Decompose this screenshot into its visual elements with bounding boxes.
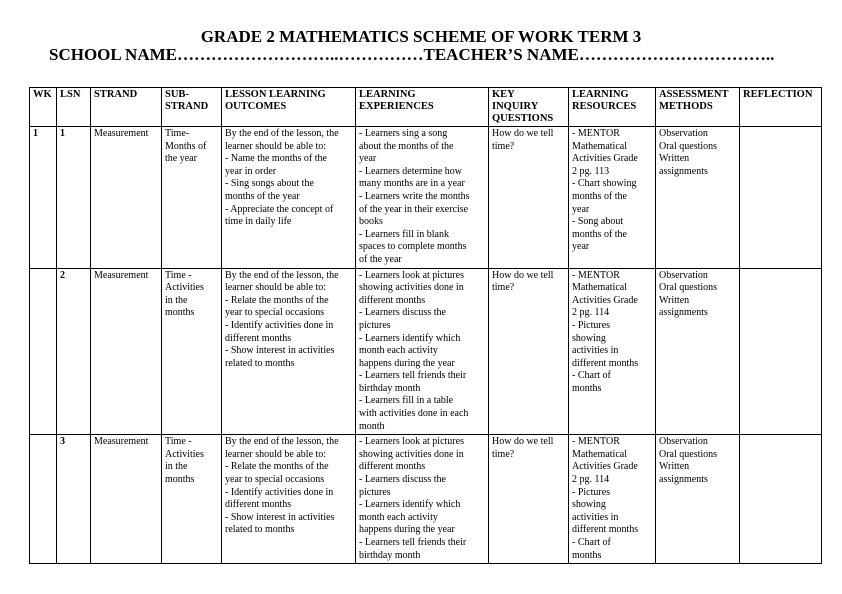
week-cell: 1	[30, 127, 57, 269]
lesson-cell: 2	[57, 268, 91, 435]
strand-cell: Measurement	[91, 435, 162, 564]
sub-strand-cell: Time - Activities in the months	[162, 435, 222, 564]
strand-cell: Measurement	[91, 127, 162, 269]
assessment-cell: Observation Oral questions Written assignments	[656, 127, 740, 269]
resources-cell: - MENTOR Mathematical Activities Grade 2 pg. 114 - Pictures showing activities in different months - Chart of months	[569, 435, 656, 564]
reflection-cell	[740, 435, 822, 564]
table-row	[30, 435, 822, 564]
assessment-cell: Observation Oral questions Written assignments	[656, 435, 740, 564]
assessment-cell: Observation Oral questions Written assignments	[656, 268, 740, 435]
sub-strand-cell: Time - Activities in the months	[162, 268, 222, 435]
experiences-cell: - Learners sing a song about the months of the year - Learners determine how many months are in a year - Learners write the months of the year in their exercise books - Learners fill in blank spaces to complete months of the year	[356, 127, 489, 269]
header-wk: WK	[30, 88, 57, 127]
inquiry-cell: How do we tell time?	[489, 127, 569, 269]
inquiry-cell: How do we tell time?	[489, 435, 569, 564]
header-experiences: LEARNING EXPERIENCES	[356, 88, 489, 127]
header-inquiry: KEY INQUIRY QUESTIONS	[489, 88, 569, 127]
header-reflection: REFLECTION	[740, 88, 822, 127]
resources-cell: - MENTOR Mathematical Activities Grade 2 pg. 113 - Chart showing months of the year - Song about months of the year	[569, 127, 656, 269]
header-strand: STRAND	[91, 88, 162, 127]
inquiry-cell: How do we tell time?	[489, 268, 569, 435]
document-title: GRADE 2 MATHEMATICS SCHEME OF WORK TERM 3	[200, 27, 642, 46]
lesson-cell: 3	[57, 435, 91, 564]
header-assessment: ASSESSMENT METHODS	[656, 88, 740, 127]
lesson-cell: 1	[57, 127, 91, 269]
week-cell	[30, 435, 57, 564]
header-outcomes: LESSON LEARNING OUTCOMES	[222, 88, 356, 127]
scheme-of-work-table	[29, 87, 822, 564]
strand-cell: Measurement	[91, 268, 162, 435]
school-teacher-line: SCHOOL NAME………………………..……………TEACHER’S NAME……………………………..	[49, 45, 775, 64]
outcomes-cell: By the end of the lesson, the learner should be able to: - Name the months of the year in order - Sing songs about the months of the year - Appreciate the concept of time in daily life	[222, 127, 356, 269]
header-row	[30, 88, 822, 127]
header-resources: LEARNING RESOURCES	[569, 88, 656, 127]
outcomes-cell: By the end of the lesson, the learner should be able to: - Relate the months of the year to special occasions - Identify activities done in different months - Show interest in activities related to months	[222, 435, 356, 564]
outcomes-cell: By the end of the lesson, the learner should be able to: - Relate the months of the year to special occasions - Identify activities done in different months - Show interest in activities related to months	[222, 268, 356, 435]
experiences-cell: - Learners look at pictures showing activities done in different months - Learners discuss the pictures - Learners identify which month each activity happens during the year - Learners tell friends their birthday month - Learners fill in a table with activities done in each month	[356, 268, 489, 435]
week-cell	[30, 268, 57, 435]
table-row	[30, 268, 822, 435]
reflection-cell	[740, 268, 822, 435]
header-lsn: LSN	[57, 88, 91, 127]
header-sub-strand: SUB- STRAND	[162, 88, 222, 127]
reflection-cell	[740, 127, 822, 269]
table-row	[30, 127, 822, 269]
experiences-cell: - Learners look at pictures showing activities done in different months - Learners discuss the pictures - Learners identify which month each activity happens during the year - Learners tell friends their birthday month	[356, 435, 489, 564]
sub-strand-cell: Time- Months of the year	[162, 127, 222, 269]
resources-cell: - MENTOR Mathematical Activities Grade 2 pg. 114 - Pictures showing activities in different months - Chart of months	[569, 268, 656, 435]
